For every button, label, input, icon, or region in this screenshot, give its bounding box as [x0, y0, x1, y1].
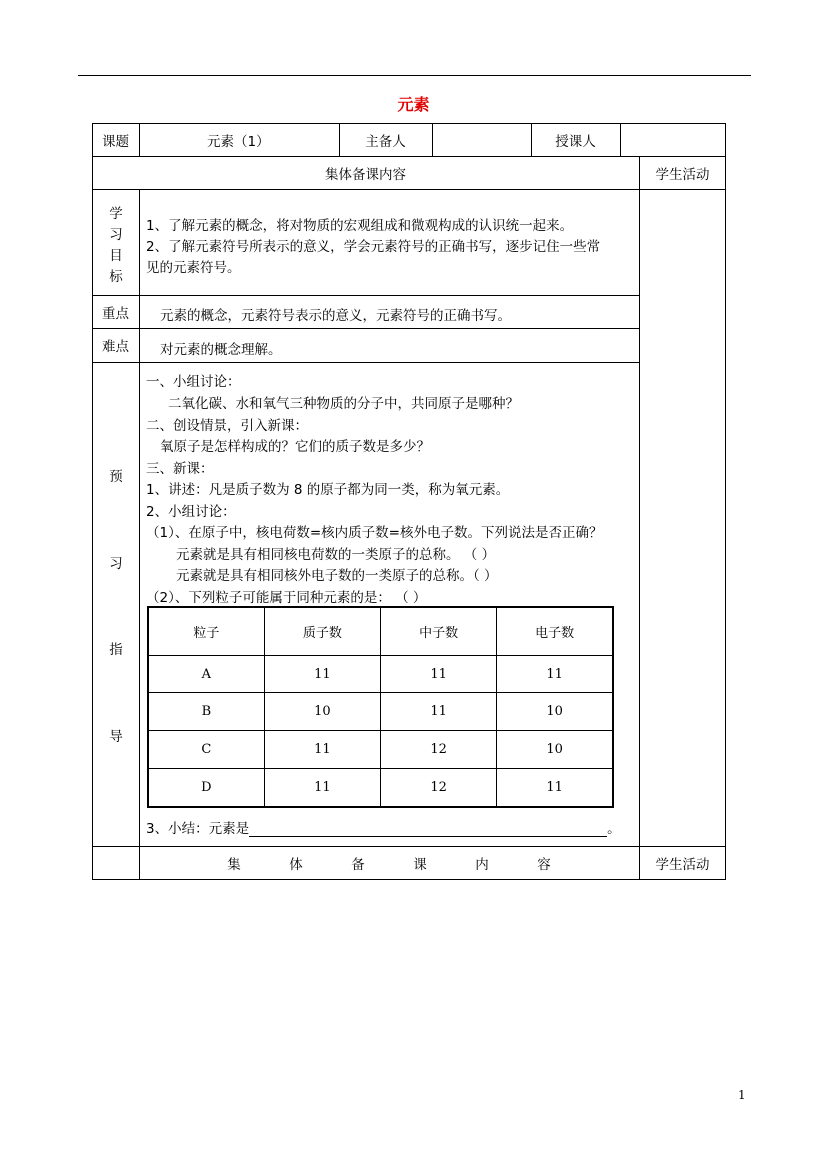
table-cell: C: [148, 731, 264, 769]
footer-content-char: 体: [289, 857, 303, 873]
preview-line: （1）、在原子中，核电荷数=核内质子数=核外电子数。下列说法是否正确？: [146, 525, 603, 541]
footer-content-char: 集: [227, 857, 241, 873]
table-cell: 11: [264, 731, 380, 769]
collective-content-heading: 集体备课内容: [325, 166, 406, 183]
footer-content-char: 备: [351, 857, 365, 873]
col-rule: [139, 189, 140, 880]
student-activity-heading: 学生活动: [655, 166, 710, 183]
footer-content-char: 容: [537, 857, 551, 873]
preview-line: 元素就是具有相同核外电子数的一类原子的总称。（ ）: [176, 568, 498, 584]
preview-line: （2）、下列粒子可能属于同种元素的是： （ ）: [146, 590, 427, 606]
row-rule: [92, 295, 639, 296]
objectives-label-char: 学: [109, 206, 123, 222]
key-point-label: 重点: [102, 305, 129, 322]
col-rule: [639, 156, 640, 880]
table-cell: 11: [264, 655, 380, 693]
row-rule: [92, 362, 639, 363]
row-rule: [92, 328, 639, 329]
table-cell: D: [148, 768, 264, 807]
summary-suffix: 。: [607, 821, 621, 837]
table-cell: 11: [497, 768, 613, 807]
preview-line: 三、新课：: [146, 461, 214, 477]
table-cell: 10: [497, 693, 613, 731]
preview-line: 2、小组讨论：: [146, 504, 236, 520]
footer-student-activity: 学生活动: [655, 857, 710, 873]
table-cell: B: [148, 693, 264, 731]
table-header-cell: 质子数: [264, 607, 380, 655]
table-cell: 10: [497, 731, 613, 769]
footer-content-char: 课: [413, 857, 427, 873]
preview-line: 氧原子是怎样构成的？它们的质子数是多少？: [160, 439, 430, 455]
objective-line: 1、了解元素的概念，将对物质的宏观组成和微观构成的认识统一起来。: [146, 218, 574, 234]
summary-blank[interactable]: [249, 822, 607, 837]
summary-line: [146, 817, 621, 837]
key-point-text: 元素的概念，元素符号表示的意义，元素符号的正确书写。: [160, 308, 511, 324]
table-row: [148, 768, 613, 807]
preparer-label: 主备人: [365, 133, 406, 150]
objectives-label-char: 标: [109, 269, 123, 285]
preview-line: 二、创设情景，引入新课：: [146, 418, 308, 434]
objectives-label-char: 目: [109, 248, 123, 264]
difficulty-text: 对元素的概念理解。: [160, 342, 282, 358]
footer-collective-content: [139, 846, 639, 880]
preview-line: 一、小组讨论：: [146, 374, 241, 390]
table-cell: 10: [264, 693, 380, 731]
preview-label-char: 导: [109, 729, 123, 745]
summary-prefix: 3、小结：元素是: [146, 821, 250, 837]
preview-label-char: 预: [109, 469, 123, 485]
objective-line: 见的元素符号。: [146, 260, 241, 276]
teacher-value: [620, 123, 726, 156]
teacher-label: 授课人: [555, 133, 596, 150]
difficulty-label: 难点: [102, 339, 129, 355]
preview-line: 元素就是具有相同核电荷数的一类原子的总称。 （ ）: [176, 547, 496, 563]
table-cell: 11: [497, 655, 613, 693]
preview-line: 二氧化碳、水和氧气三种物质的分子中，共同原子是哪种？: [168, 396, 519, 412]
objective-line: 2、了解元素符号所表示的意义，学会元素符号的正确书写，逐步记住一些常: [146, 239, 601, 255]
table-cell: 12: [381, 731, 497, 769]
table-cell: 11: [381, 655, 497, 693]
table-cell: A: [148, 655, 264, 693]
preparer-value: [432, 123, 531, 156]
table-header-cell: 电子数: [497, 607, 613, 655]
table-header-cell: 中子数: [381, 607, 497, 655]
table-row: [148, 655, 613, 693]
table-cell: 11: [381, 693, 497, 731]
table-header-cell: 粒子: [148, 607, 264, 655]
document-title: 元素: [397, 95, 430, 114]
table-cell: 12: [381, 768, 497, 807]
row-rule: [92, 189, 726, 190]
table-header-row: [148, 607, 613, 655]
preview-line: 1、讲述：凡是质子数为 8 的原子都为同一类，称为氧元素。: [146, 482, 510, 498]
objectives-label-char: 习: [109, 227, 123, 243]
table-row: [148, 693, 613, 731]
topic-label: 课题: [102, 133, 129, 150]
page-number: 1: [738, 1088, 746, 1102]
preview-label-char: 指: [109, 642, 123, 658]
table-row: [148, 731, 613, 769]
footer-content-char: 内: [475, 857, 489, 873]
topic-value: 元素（1）: [207, 133, 270, 150]
particle-table: [147, 606, 614, 808]
preview-label-char: 习: [109, 556, 123, 572]
table-cell: 11: [264, 768, 380, 807]
top-rule: [78, 75, 751, 76]
